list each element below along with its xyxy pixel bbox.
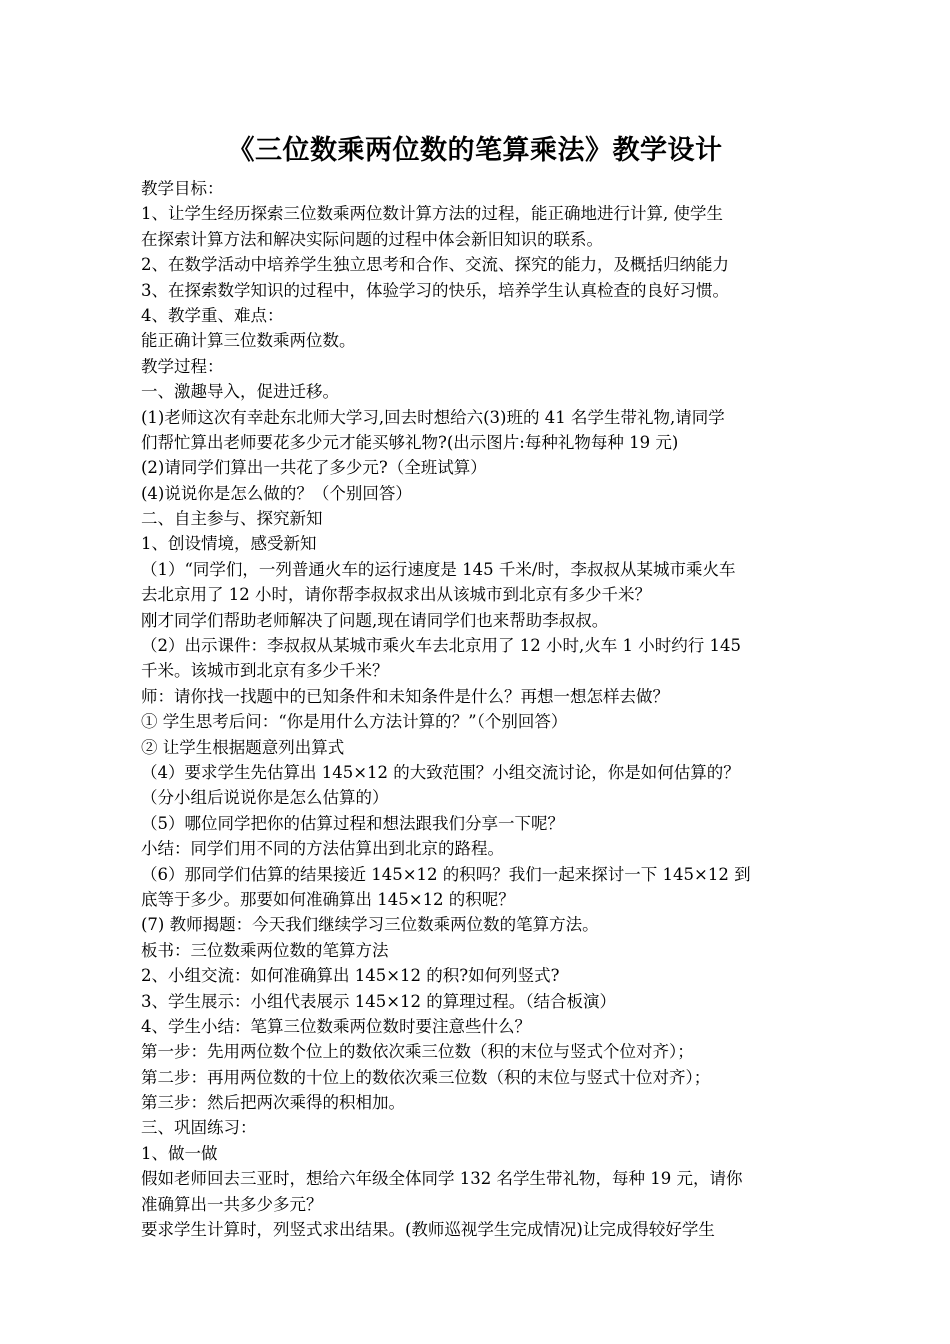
document-title: 《三位数乘两位数的笔算乘法》教学设计 [227,135,723,166]
text-line: 3、学生展示：小组代表展示 145×12 的算理过程。（结合板演） [141,991,617,1011]
text-line: (4)说说你是怎么做的？（个别回答） [141,483,412,503]
text-line: 2、小组交流：如何准确算出 145×12 的积?如何列竖式? [141,966,560,986]
text-line: （4）要求学生先估算出 145×12 的大致范围？小组交流讨论，你是如何估算的？ [141,762,740,782]
text-line: 1、做一做 [141,1143,218,1163]
text-line: （2）出示课件：李叔叔从某城市乘火车去北京用了 12 小时,火车 1 小时约行 145 [141,636,741,656]
text-line: ① 学生思考后问：“你是用什么方法计算的？”（个别回答） [141,712,568,732]
text-line: （6）那同学们估算的结果接近 145×12 的积吗？我们一起来探讨一下 145×12 到 [141,864,751,884]
text-line: 们帮忙算出老师要花多少元才能买够礼物?(出示图片:每种礼物每种 19 元) [141,432,679,452]
text-line: 第一步：先用两位数个位上的数依次乘三位数（积的末位与竖式个位对齐）； [141,1042,694,1062]
text-line: 二、自主参与、探究新知 [141,509,323,529]
text-line: (2)请同学们算出一共花了多少元?（全班试算） [141,458,487,478]
text-line: 教学过程： [141,356,224,376]
text-line: 小结：同学们用不同的方法估算出到北京的路程。 [141,839,504,859]
text-line: 底等于多少。那要如何准确算出 145×12 的积呢？ [141,889,515,909]
text-line: 能正确计算三位数乘两位数。 [141,331,356,351]
text-line: (7) 教师揭题：今天我们继续学习三位数乘两位数的笔算方法。 [141,915,599,935]
text-line: 4、教学重、难点： [141,305,284,325]
text-line: 要求学生计算时，列竖式求出结果。(教师巡视学生完成情况)让完成得较好学生 [141,1220,715,1240]
text-line: 准确算出一共多少多元？ [141,1194,323,1214]
text-line: 三、巩固练习： [141,1118,257,1138]
text-line: 3、在探索数学知识的过程中，体验学习的快乐，培养学生认真检查的良好习惯。 [141,280,729,300]
text-line: （1）“同学们，一列普通火车的运行速度是 145 千米/时，李叔叔从某城市乘火车 [141,559,736,579]
text-line: 第三步：然后把两次乘得的积相加。 [141,1093,405,1113]
text-line: 师：请你找一找题中的已知条件和未知条件是什么？再想一想怎样去做？ [141,686,669,706]
text-line: 板书：三位数乘两位数的笔算方法 [141,940,389,960]
text-line: 教学目标： [141,179,224,198]
text-line: ② 让学生根据题意列出算式 [141,737,345,757]
text-line: 1、创设情境，感受新知 [141,534,317,554]
text-line: 2、在数学活动中培养学生独立思考和合作、交流、探究的能力，及概括归纳能力 [141,255,729,275]
text-line: 4、学生小结：笔算三位数乘两位数时要注意些什么？ [141,1016,531,1036]
text-line: 千米。该城市到北京有多少千米？ [141,661,389,681]
text-line: （分小组后说说你是怎么估算的） [141,788,389,808]
text-line: (1)老师这次有幸赴东北师大学习,回去时想给六(3)班的 41 名学生带礼物,请同学 [141,407,725,427]
text-line: （5）哪位同学把你的估算过程和想法跟我们分享一下呢？ [141,813,564,833]
text-line: 去北京用了 12 小时，请你帮李叔叔求出从该城市到北京有多少千米？ [141,585,651,605]
text-line: 一、激趣导入，促进迁移。 [141,382,339,402]
document-body [141,176,811,1242]
text-line: 假如老师回去三亚时，想给六年级全体同学 132 名学生带礼物，每种 19 元，请你 [141,1169,743,1189]
text-line: 刚才同学们帮助老师解决了问题,现在请同学们也来帮助李叔叔。 [141,610,609,630]
text-line: 在探索计算方法和解决实际问题的过程中体会新旧知识的联系。 [141,229,603,249]
text-line: 1、让学生经历探索三位数乘两位数计算方法的过程，能正确地进行计算, 使学生 [141,204,723,224]
text-line: 第二步：再用两位数的十位上的数依次乘三位数（积的末位与竖式十位对齐）； [141,1067,711,1087]
